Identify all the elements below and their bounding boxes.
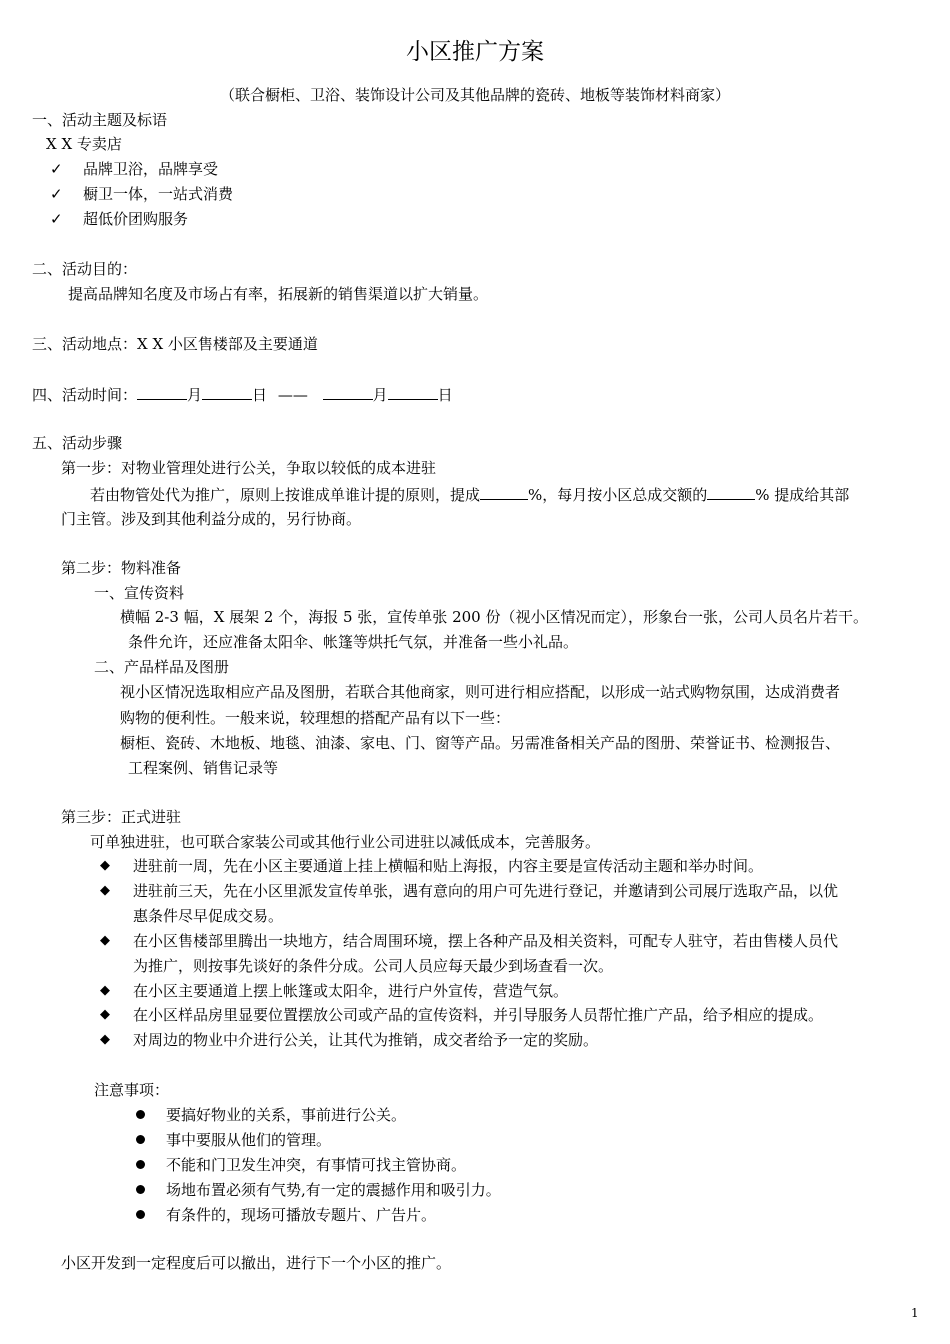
note-item: 场地布置必须有气势,有一定的震撼作用和吸引力。 <box>166 1181 501 1199</box>
step-2-sub-2: 二、产品样品及图册 <box>94 658 230 676</box>
closing-text: 小区开发到一定程度后可以撤出，进行下一个小区的推广。 <box>61 1254 452 1272</box>
step-3-bullet: 进驻前一周，先在小区主要通道上挂上横幅和贴上海报，内容主要是宣传活动主题和举办时间。 <box>133 857 764 875</box>
note-item: 事中要服从他们的管理。 <box>166 1131 332 1149</box>
page-number: 1 <box>911 1306 919 1320</box>
step-2-sub-2-line-2: 购物的便利性。一般来说，较理想的搭配产品有以下一些： <box>120 709 511 727</box>
document-title: 小区推广方案 <box>406 39 544 65</box>
blank-field <box>202 384 252 400</box>
step-2-sub-1: 一、宣传资料 <box>94 584 185 602</box>
day-label: 日 <box>252 386 268 404</box>
step-3-bullet-cont: 惠条件尽早促成交易。 <box>133 907 284 925</box>
blank-field <box>480 484 528 500</box>
step-3-bullet: 在小区售楼部里腾出一块地方，结合周围环境，摆上各种产品及相关资料，可配专人驻守，若由售楼人员代 <box>133 932 839 950</box>
section-5-heading: 五、活动步骤 <box>32 434 123 452</box>
diamond-bullet-icon: ◆ <box>100 1007 110 1022</box>
step-2-sub-2-line-4: 工程案例、销售记录等 <box>128 759 279 777</box>
step-2-heading: 第二步：物料准备 <box>61 559 182 577</box>
blank-field <box>707 484 755 500</box>
slogan-item: 橱卫一体，一站式消费 <box>83 185 234 203</box>
diamond-bullet-icon: ◆ <box>100 933 110 948</box>
diamond-bullet-icon: ◆ <box>100 1032 110 1047</box>
diamond-bullet-icon: ◆ <box>100 883 110 898</box>
month-label: 月 <box>187 386 203 404</box>
bullet-dot-icon <box>136 1110 145 1119</box>
section-4-heading: 四、活动时间： <box>32 386 138 404</box>
step-3-bullet: 进驻前三天，先在小区里派发宣传单张，遇有意向的用户可先进行登记，并邀请到公司展厅选取产品，以优 <box>133 882 839 900</box>
step-2-sub-1-line-1: 横幅 2-3 幅，X 展架 2 个，海报 5 张，宣传单张 200 份（视小区情况而定），形象台一张，公司人员名片若干。 <box>120 608 868 626</box>
blank-field <box>323 384 373 400</box>
notes-heading: 注意事项： <box>94 1081 170 1099</box>
step-3-heading: 第三步：正式进驻 <box>61 808 182 826</box>
note-item: 要搞好物业的关系，事前进行公关。 <box>166 1106 407 1124</box>
section-3-heading: 三、活动地点：X X 小区售楼部及主要通道 <box>32 335 318 353</box>
checkmark-icon: ✓ <box>50 210 63 228</box>
diamond-bullet-icon: ◆ <box>100 858 110 873</box>
bullet-dot-icon <box>136 1185 145 1194</box>
slogan-item: 品牌卫浴，品牌享受 <box>83 160 219 178</box>
date-dash: —— <box>277 386 308 404</box>
step-2-sub-2-line-1: 视小区情况选取相应产品及图册，若联合其他商家，则可进行相应搭配，以形成一站式购物氛围，达成消费者 <box>120 683 841 701</box>
section-2-text: 提高品牌知名度及市场占有率，拓展新的销售渠道以扩大销量。 <box>68 285 489 303</box>
step-2-sub-2-line-3: 橱柜、瓷砖、木地板、地毯、油漆、家电、门、窗等产品。另需准备相关产品的图册、荣誉证书、检测报告、 <box>120 734 841 752</box>
note-item: 有条件的，现场可播放专题片、广告片。 <box>166 1206 437 1224</box>
checkmark-icon: ✓ <box>50 185 63 203</box>
store-name: X X 专卖店 <box>46 135 122 153</box>
document-subtitle: （联合橱柜、卫浴、装饰设计公司及其他品牌的瓷砖、地板等装饰材料商家） <box>219 86 730 104</box>
note-item: 不能和门卫发生冲突，有事情可找主管协商。 <box>166 1156 467 1174</box>
step-3-bullet: 在小区样品房里显要位置摆放公司或产品的宣传资料，并引导服务人员帮忙推广产品，给予相应的提成。 <box>133 1006 824 1024</box>
step-1-heading: 第一步：对物业管理处进行公关，争取以较低的成本进驻 <box>61 459 437 477</box>
section-2-heading: 二、活动目的： <box>32 260 138 278</box>
slogan-item: 超低价团购服务 <box>83 210 189 228</box>
section-4-line <box>32 384 453 405</box>
step-3-bullet: 在小区主要通道上摆上帐篷或太阳伞，进行户外宣传，营造气氛。 <box>133 982 569 1000</box>
diamond-bullet-icon: ◆ <box>100 983 110 998</box>
step-2-sub-1-line-2: 条件允许，还应准备太阳伞、帐篷等烘托气氛，并准备一些小礼品。 <box>128 633 579 651</box>
step-3-bullet-cont: 为推广，则按事先谈好的条件分成。公司人员应每天最少到场查看一次。 <box>133 957 614 975</box>
blank-field <box>137 384 187 400</box>
step-1-line-2: 门主管。涉及到其他利益分成的，另行协商。 <box>61 510 362 528</box>
bullet-dot-icon <box>136 1210 145 1219</box>
step-3-bullet: 对周边的物业中介进行公关，让其代为推销，成交者给予一定的奖励。 <box>133 1031 599 1049</box>
checkmark-icon: ✓ <box>50 160 63 178</box>
step-3-intro: 可单独进驻，也可联合家装公司或其他行业公司进驻以减低成本，完善服务。 <box>90 833 601 851</box>
day-label: 日 <box>437 386 453 404</box>
section-1-heading: 一、活动主题及标语 <box>32 111 168 129</box>
blank-field <box>388 384 438 400</box>
step-1-line-1: 若由物管处代为推广，原则上按谁成单谁计提的原则，提成 %，每月按小区总成交额的 % 提成给其部 <box>90 486 850 504</box>
bullet-dot-icon <box>136 1160 145 1169</box>
month-label: 月 <box>372 386 388 404</box>
bullet-dot-icon <box>136 1135 145 1144</box>
